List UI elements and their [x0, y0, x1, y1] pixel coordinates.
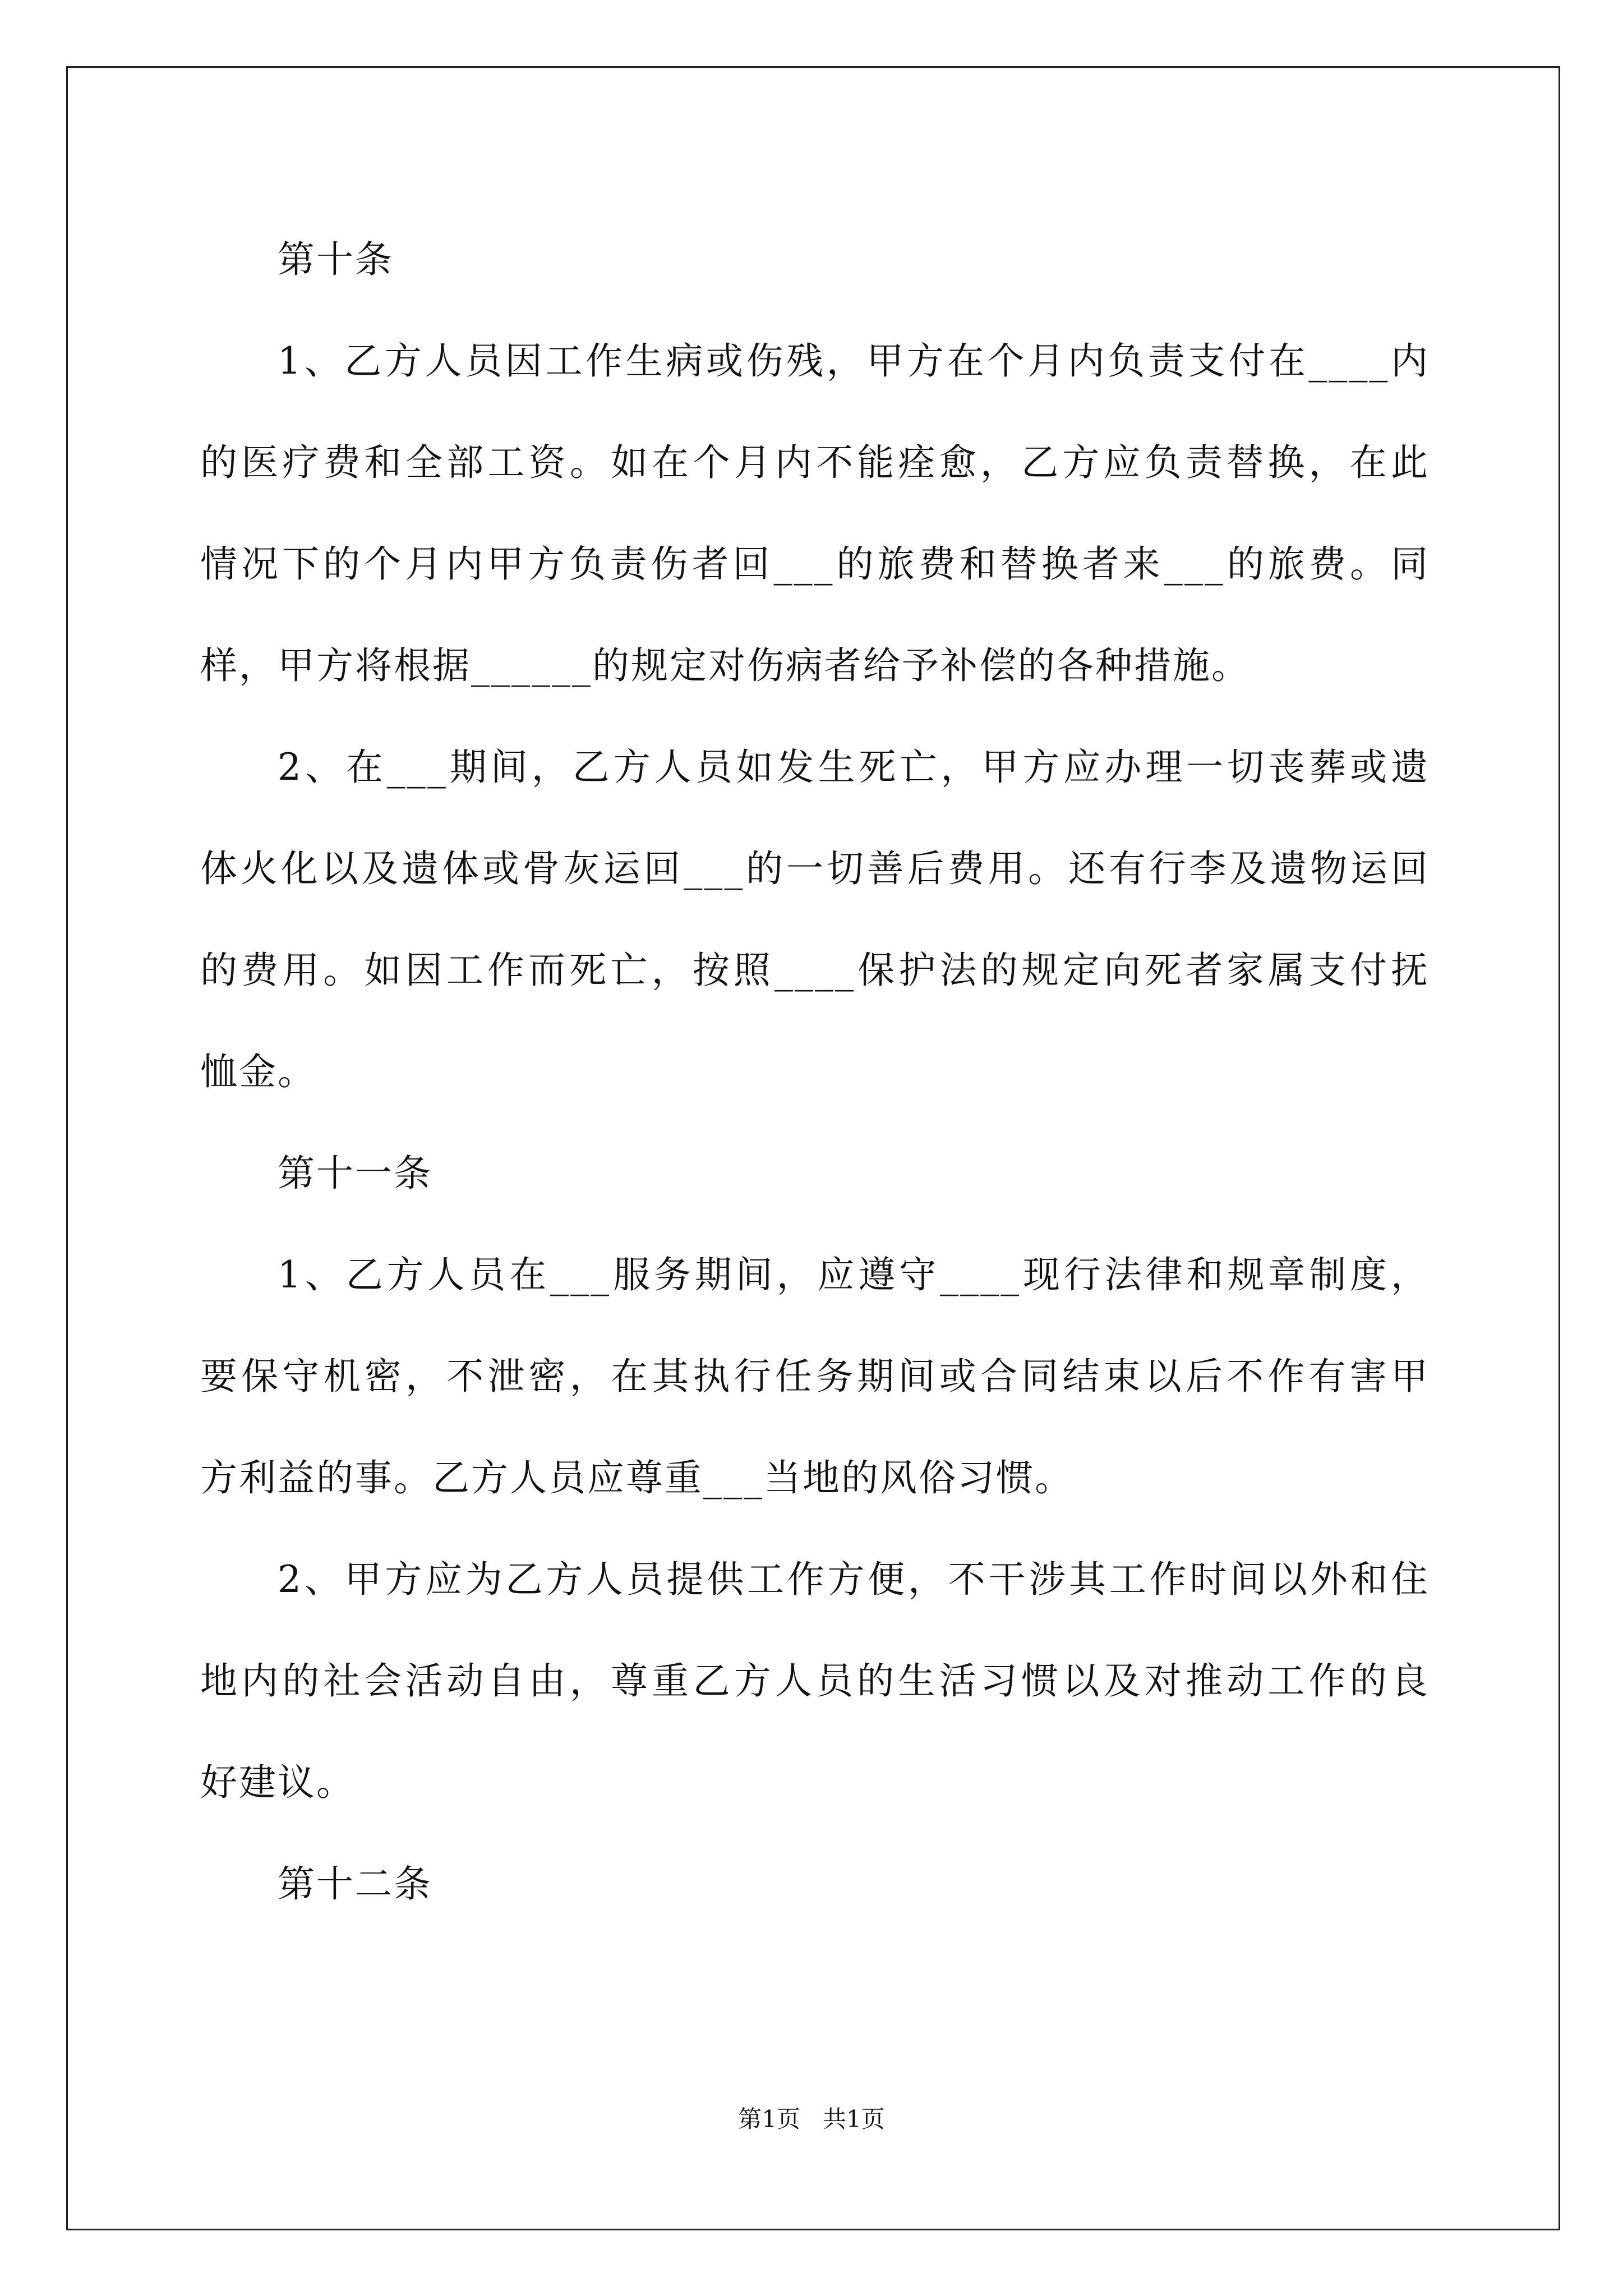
- paragraph-line: 体火化以及遗体或骨灰运回___的一切善后费用。还有行李及遗物运回: [200, 847, 1430, 890]
- paragraph-line: 的医疗费和全部工资。如在个月内不能痊愈，乙方应负责替换，在此: [200, 441, 1430, 484]
- paragraph-line: 1、乙方人员在___服务期间，应遵守____现行法律和规章制度，: [278, 1253, 1430, 1296]
- article-11-heading: 第十一条: [278, 1152, 432, 1195]
- paragraph-line: 样，甲方将根据______的规定对伤病者给予补偿的各种措施。: [200, 644, 1250, 687]
- paragraph-line: 方利益的事。乙方人员应尊重___当地的风俗习惯。: [200, 1456, 1073, 1499]
- paragraph-line: 地内的社会活动自由，尊重乙方人员的生活习惯以及对推动工作的良: [200, 1659, 1430, 1703]
- paragraph-line: 2、甲方应为乙方人员提供工作方便，不干涉其工作时间以外和住: [278, 1558, 1430, 1601]
- paragraph-line: 好建议。: [200, 1761, 355, 1804]
- paragraph-line: 1、乙方人员因工作生病或伤残，甲方在个月内负责支付在____内: [278, 339, 1430, 383]
- article-10-heading: 第十条: [278, 238, 394, 281]
- paragraph-line: 恤金。: [200, 1050, 316, 1093]
- document-body: [200, 209, 1430, 1935]
- paragraph-line: 2、在___期间，乙方人员如发生死亡，甲方应办理一切丧葬或遗: [278, 746, 1430, 789]
- paragraph-line: 的费用。如因工作而死亡，按照____保护法的规定向死者家属支付抚: [200, 949, 1430, 992]
- page-footer: 第1页 共1页: [738, 2105, 885, 2133]
- article-12-heading: 第十二条: [278, 1862, 432, 1906]
- paragraph-line: 情况下的个月内甲方负责伤者回___的旅费和替换者来___的旅费。同: [200, 542, 1430, 586]
- paragraph-line: 要保守机密，不泄密，在其执行任务期间或合同结束以后不作有害甲: [200, 1355, 1430, 1398]
